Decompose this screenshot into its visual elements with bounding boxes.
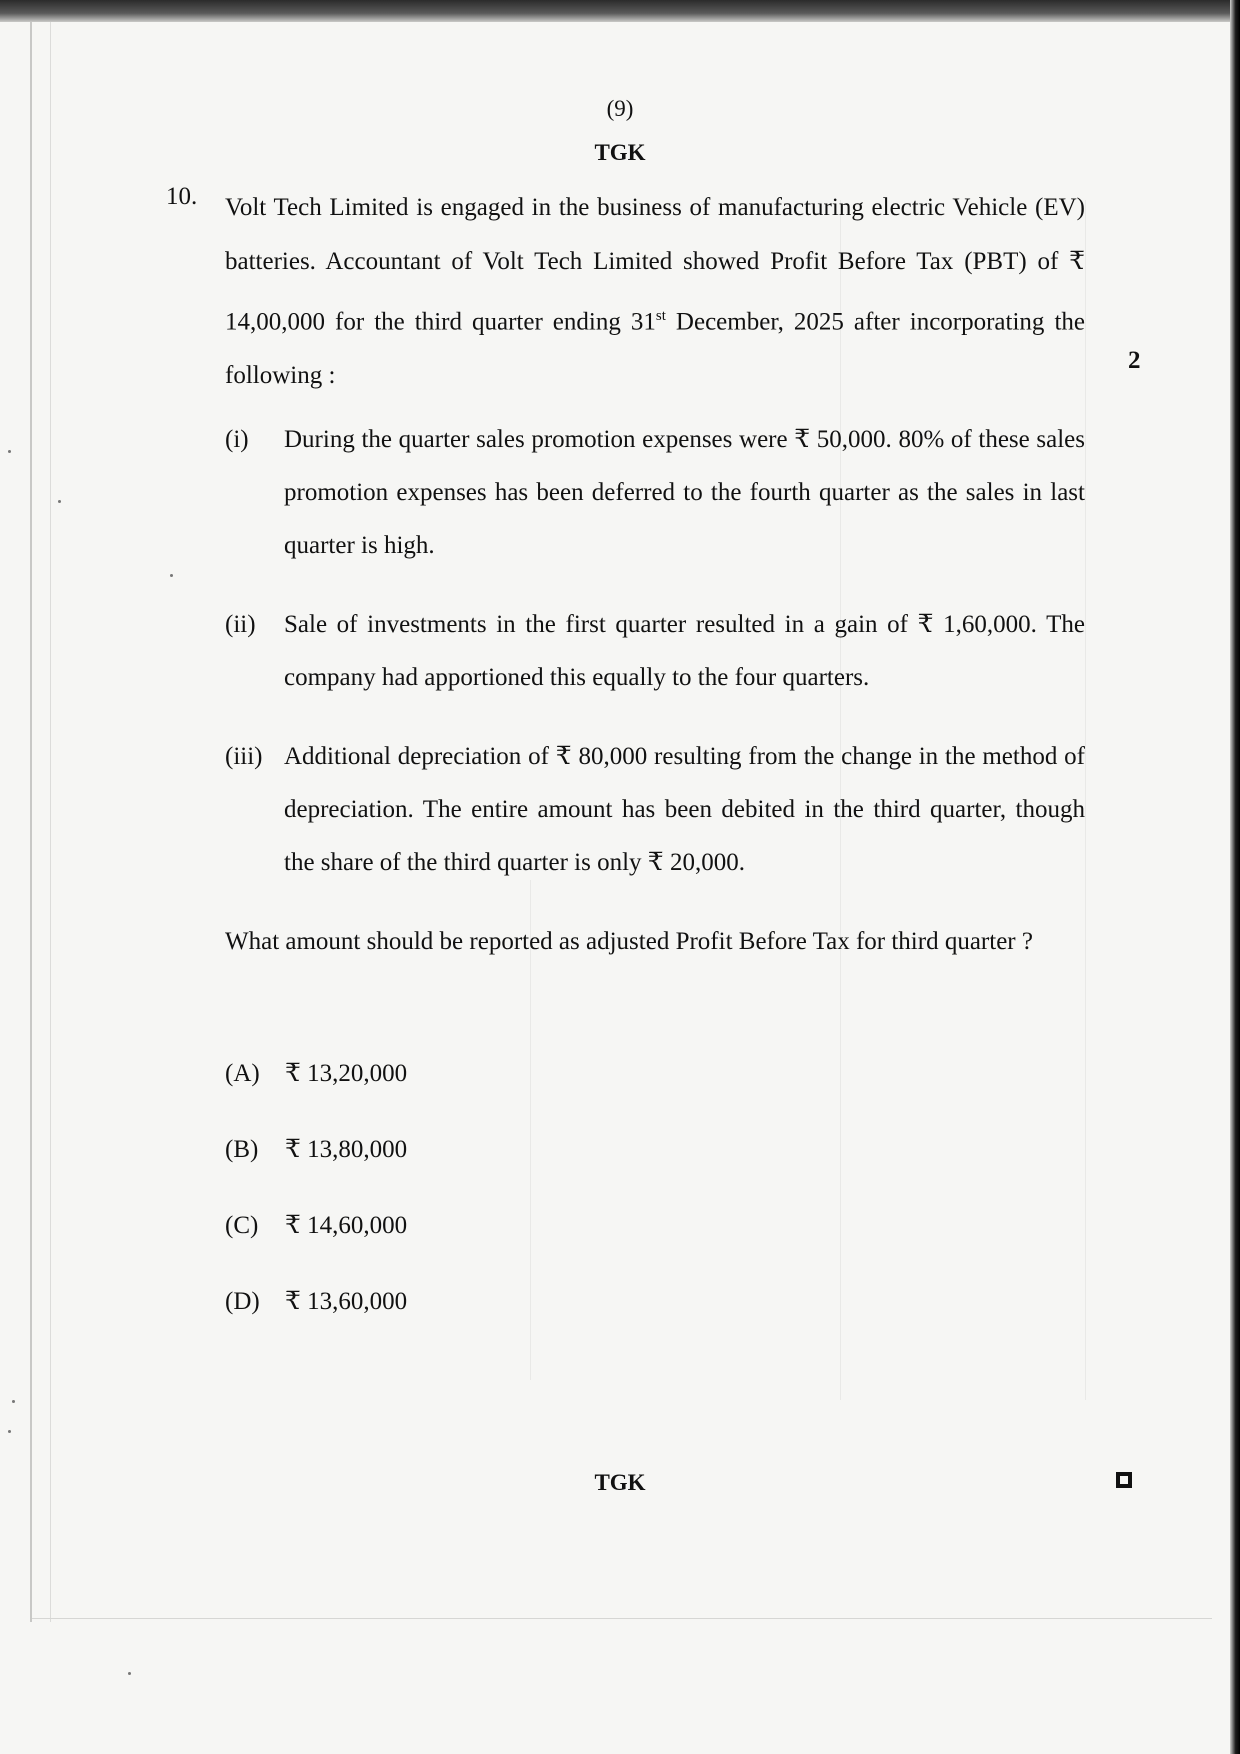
- sub-item: [225, 730, 1085, 889]
- sub-item-label: (iii): [225, 743, 263, 770]
- option-a: [225, 1058, 407, 1088]
- speck: [170, 574, 173, 577]
- question-ask: What amount should be reported as adjusted Profit Before Tax for third quarter ?: [225, 928, 1033, 955]
- question-stem-text: Volt Tech Limited is engaged in the business of manufacturing electric Vehicle (EV) batteries. Accountant of Volt Tech Limited showed Profit Before Tax (PBT) of ₹ 14,00,000 for the third quarter ending 31: [225, 194, 1085, 336]
- option-b: [225, 1134, 407, 1164]
- option-c: [225, 1210, 407, 1240]
- page-edge-left-inner: [50, 22, 51, 1622]
- square-mark-icon: [1116, 1472, 1132, 1488]
- sub-item: [225, 598, 1085, 704]
- sub-item-text: During the quarter sales promotion expenses were ₹ 50,000. 80% of these sales promotion expenses has been deferred to the fourth quarter as the sales in last quarter is high.: [284, 426, 1085, 559]
- header-code: TGK: [594, 140, 646, 165]
- option-d: [225, 1286, 407, 1316]
- page-edge-left: [30, 22, 32, 1622]
- question-stem-text-cont: December, 2025 after incorporating the following :: [225, 308, 1085, 390]
- ordinal-suffix: st: [655, 308, 666, 324]
- option-label: (D): [225, 1288, 260, 1315]
- option-text: ₹ 14,60,000: [285, 1212, 408, 1239]
- question-stem: [225, 181, 1085, 403]
- option-text: ₹ 13,20,000: [285, 1060, 408, 1087]
- speck: [128, 1672, 131, 1675]
- sub-item-text: Sale of investments in the first quarter resulted in a gain of ₹ 1,60,000. The company had apportioned this equally to the four quarters.: [284, 611, 1085, 691]
- option-label: (C): [225, 1212, 259, 1239]
- sub-item-text: Additional depreciation of ₹ 80,000 resulting from the change in the method of depreciation. The entire amount has been debited in the third quarter, though the share of the third quarter is only ₹ 20,000.: [284, 743, 1085, 876]
- scan-top-edge: [0, 0, 1240, 22]
- footer-code: TGK: [594, 1470, 646, 1495]
- option-label: (A): [225, 1060, 260, 1087]
- sub-item-label: (i): [225, 426, 249, 453]
- option-label: (B): [225, 1136, 259, 1163]
- sub-item-label: (ii): [225, 611, 256, 638]
- speck: [58, 500, 61, 503]
- speck: [8, 450, 11, 453]
- speck: [8, 1430, 11, 1433]
- question-number: 10.: [166, 183, 198, 210]
- sub-item: [225, 413, 1085, 572]
- option-text: ₹ 13,80,000: [285, 1136, 408, 1163]
- question-marks: 2: [1128, 347, 1141, 374]
- bleed-through-line: [1085, 200, 1086, 1400]
- option-text: ₹ 13,60,000: [285, 1288, 408, 1315]
- speck: [12, 1400, 15, 1403]
- page-bottom-edge: [32, 1618, 1212, 1619]
- page-number: (9): [606, 96, 634, 121]
